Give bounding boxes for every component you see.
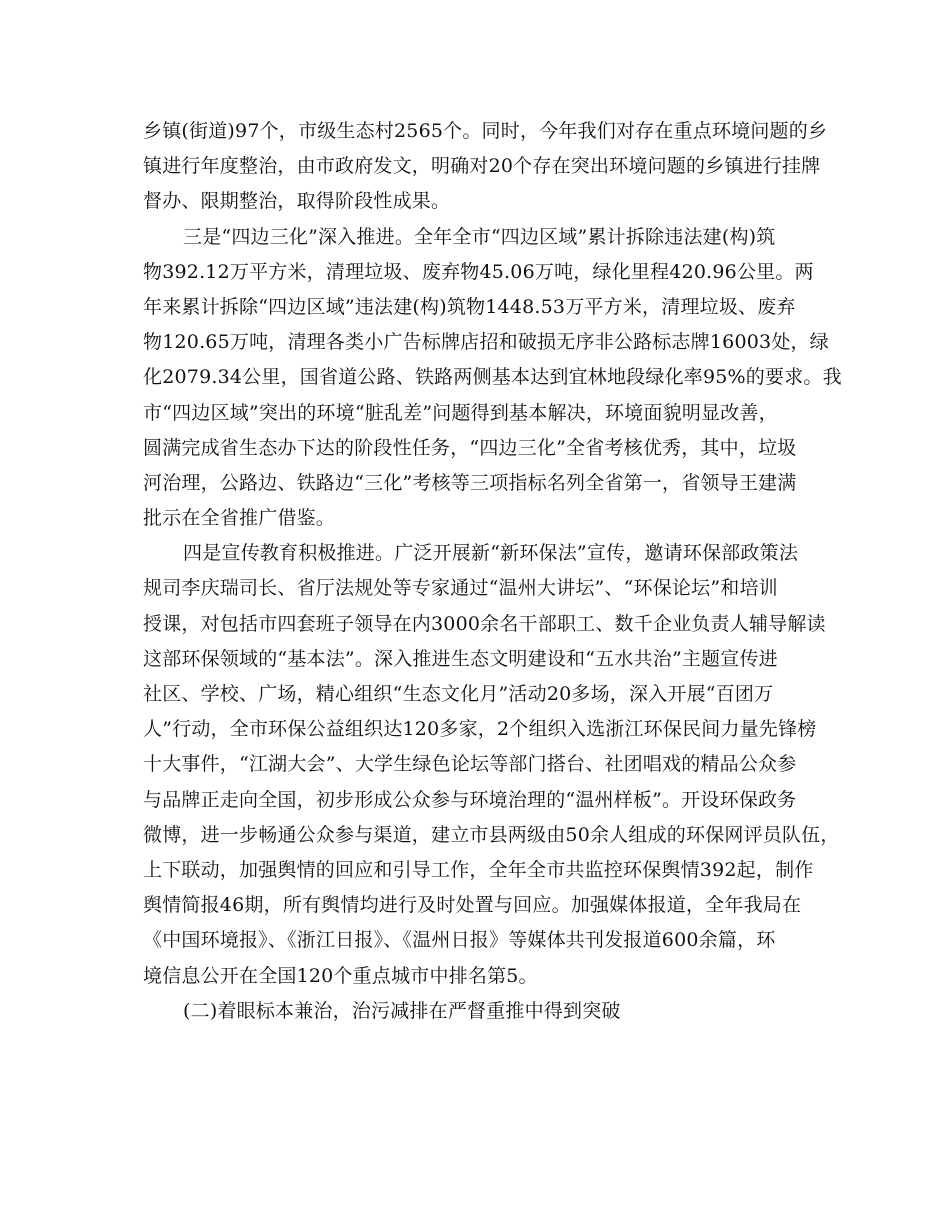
text-line: 这部环保领域的“基本法”。深入推进生态文明建设和“五水共治”主题宣传进 <box>143 647 778 670</box>
text-line: 督办、限期整治，取得阶段性成果。 <box>143 190 451 213</box>
text-line: 河治理，公路边、铁路边“三化”考核等三项指标名列全省第一，省领导王建满 <box>143 471 797 494</box>
text-line: 境信息公开在全国120个重点城市中排名第5。 <box>143 964 538 987</box>
section-heading: (二)着眼标本兼治，治污减排在严督重推中得到突破 <box>183 999 621 1022</box>
text-line: 规司李庆瑞司长、省厅法规处等专家通过“温州大讲坛”、“环保论坛”和培训 <box>143 577 778 600</box>
text-line: 市“四边区域”突出的环境“脏乱差”问题得到基本解决，环境面貌明显改善， <box>143 401 778 424</box>
paragraph-start-line: 四是宣传教育积极推进。广泛开展新“新环保法”宣传，邀请环保部政策法 <box>183 542 799 565</box>
text-line: 人”行动，全市环保公益组织达120多家，2个组织入选浙江环保民间力量先锋榜 <box>143 718 817 741</box>
text-line: 与品牌正走向全国，初步形成公众参与环境治理的“温州样板”。开设环保政务 <box>143 788 797 811</box>
text-line: 舆情简报46期，所有舆情均进行及时处置与回应。加强媒体报道，全年我局在 <box>143 894 802 917</box>
text-line: 社区、学校、广场，精心组织“生态文化月”活动20多场，深入开展“百团万 <box>143 683 774 705</box>
text-line: 圆满完成省生态办下达的阶段性任务，“四边三化”全省考核优秀，其中，垃圾 <box>143 436 797 459</box>
text-line: 年来累计拆除“四边区域”违法建(构)筑物1448.53万平方米，清理垃圾、废弃 <box>143 295 796 318</box>
paragraph-start-line: 三是“四边三化”深入推进。全年全市“四边区域”累计拆除违法建(构)筑 <box>183 225 776 248</box>
text-line: 乡镇(街道)97个，市级生态村2565个。同时，今年我们对存在重点环境问题的乡 <box>143 120 828 142</box>
text-line: 授课，对包括市四套班子领导在内3000余名干部职工、数千企业负责人辅导解读 <box>143 612 826 635</box>
text-line: 十大事件，“江湖大会”、大学生绿色论坛等部门搭台、社团唱戏的精品公众参 <box>143 753 797 776</box>
text-line: 《中国环境报》、《浙江日报》、《温州日报》等媒体共刊发报道600余篇，环 <box>143 929 776 952</box>
text-line: 化2079.34公里，国省道公路、铁路两侧基本达到宜林地段绿化率95%的要求。我 <box>143 366 842 389</box>
body-text <box>143 114 842 1029</box>
text-line: 镇进行年度整治，由市政府发文，明确对20个存在突出环境问题的乡镇进行挂牌 <box>143 155 821 178</box>
text-line: 上下联动，加强舆情的回应和引导工作，全年全市共监控环保舆情392起，制作 <box>143 858 814 881</box>
text-line: 物392.12万平方米，清理垃圾、废弃物45.06万吨，绿化里程420.96公里。两 <box>143 260 814 283</box>
text-line: 批示在全省推广借鉴。 <box>143 507 336 530</box>
text-line: 微博，进一步畅通公众参与渠道，建立市县两级由50余人组成的环保网评员队伍， <box>143 823 840 846</box>
text-line: 物120.65万吨，清理各类小广告标牌店招和破损无序非公路标志牌16003处，绿 <box>143 331 829 354</box>
